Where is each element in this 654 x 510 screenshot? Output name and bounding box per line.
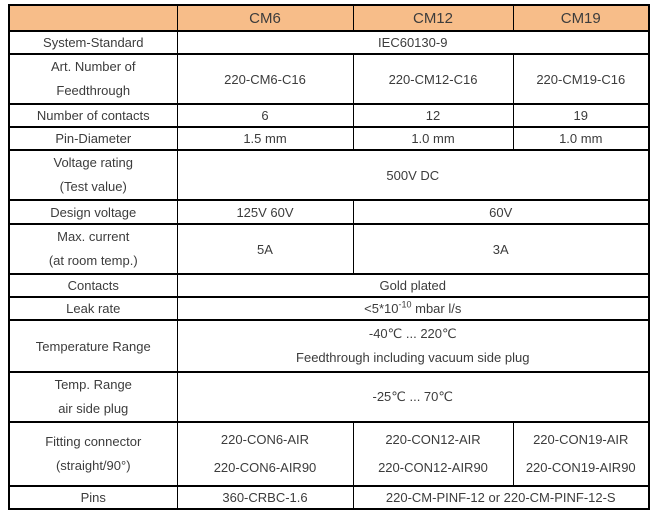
row-system-standard xyxy=(9,31,649,54)
fitting-connector-cm19-line1: 220-CON19-AIR xyxy=(533,432,629,447)
row-contacts xyxy=(9,274,649,297)
max-current-label-line1: Max. current xyxy=(57,229,130,244)
fitting-connector-cm19 xyxy=(513,422,649,486)
leak-rate-value xyxy=(177,297,649,320)
design-voltage-cm12-cm19: 60V xyxy=(353,200,649,224)
design-voltage-cm6: 125V 60V xyxy=(177,200,353,224)
fitting-connector-cm6 xyxy=(177,422,353,486)
fitting-connector-label-line2: (straight/90°) xyxy=(55,458,131,473)
fitting-connector-label xyxy=(9,422,177,486)
row-voltage-rating xyxy=(9,150,649,200)
header-row xyxy=(9,5,649,31)
max-current-label xyxy=(9,224,177,274)
art-number-label-line2: Feedthrough xyxy=(56,83,131,98)
fitting-connector-cm6-line1: 220-CON6-AIR xyxy=(220,432,310,447)
system-standard-label: System-Standard xyxy=(9,31,177,54)
pins-cm6: 360-CRBC-1.6 xyxy=(177,486,353,509)
row-temperature-range xyxy=(9,320,649,372)
design-voltage-label: Design voltage xyxy=(9,200,177,224)
number-of-contacts-label: Number of contacts xyxy=(9,104,177,127)
art-number-cm6: 220-CM6-C16 xyxy=(177,54,353,104)
spec-table xyxy=(8,4,650,510)
temperature-range-label: Temperature Range xyxy=(9,320,177,372)
row-pins xyxy=(9,486,649,509)
art-number-cm19: 220-CM19-C16 xyxy=(513,54,649,104)
pins-cm12-cm19: 220-CM-PINF-12 or 220-CM-PINF-12-S xyxy=(353,486,649,509)
pins-label: Pins xyxy=(9,486,177,509)
fitting-connector-label-line1: Fitting connector xyxy=(45,434,142,449)
temp-range-air-label-line2: air side plug xyxy=(58,401,129,416)
temp-range-air-label-line1: Temp. Range xyxy=(54,377,132,392)
header-cell-cm6: CM6 xyxy=(177,5,353,31)
leak-rate-value-exponent: -10 xyxy=(398,299,412,310)
row-design-voltage xyxy=(9,200,649,224)
temp-range-air-label xyxy=(9,372,177,422)
temperature-range-value xyxy=(177,320,649,372)
pin-diameter-label: Pin-Diameter xyxy=(9,127,177,150)
art-number-label xyxy=(9,54,177,104)
max-current-label-line2: (at room temp.) xyxy=(48,253,138,268)
fitting-connector-cm12-line1: 220-CON12-AIR xyxy=(385,432,481,447)
pin-diameter-cm19: 1.0 mm xyxy=(513,127,649,150)
row-art-number xyxy=(9,54,649,104)
art-number-cm12: 220-CM12-C16 xyxy=(353,54,513,104)
voltage-rating-label-line1: Voltage rating xyxy=(53,155,133,170)
max-current-cm12-cm19: 3A xyxy=(353,224,649,274)
pin-diameter-cm6: 1.5 mm xyxy=(177,127,353,150)
leak-rate-value-suffix: mbar l/s xyxy=(411,301,462,316)
number-of-contacts-cm19: 19 xyxy=(513,104,649,127)
fitting-connector-cm19-line2: 220-CON19-AIR90 xyxy=(525,460,636,475)
number-of-contacts-cm6: 6 xyxy=(177,104,353,127)
header-cell-cm19: CM19 xyxy=(513,5,649,31)
header-corner-cell xyxy=(9,5,177,31)
row-max-current xyxy=(9,224,649,274)
temperature-range-value-line1: -40℃ ... 220℃ xyxy=(368,326,457,341)
row-number-of-contacts xyxy=(9,104,649,127)
leak-rate-label: Leak rate xyxy=(9,297,177,320)
temp-range-air-value: -25℃ ... 70℃ xyxy=(177,372,649,422)
fitting-connector-cm12 xyxy=(353,422,513,486)
leak-rate-value-prefix: <5*10 xyxy=(364,301,399,316)
number-of-contacts-cm12: 12 xyxy=(353,104,513,127)
max-current-cm6: 5A xyxy=(177,224,353,274)
voltage-rating-value: 500V DC xyxy=(177,150,649,200)
contacts-value: Gold plated xyxy=(177,274,649,297)
header-cell-cm12: CM12 xyxy=(353,5,513,31)
row-fitting-connector xyxy=(9,422,649,486)
temperature-range-value-line2: Feedthrough including vacuum side plug xyxy=(296,350,530,365)
row-pin-diameter xyxy=(9,127,649,150)
voltage-rating-label xyxy=(9,150,177,200)
fitting-connector-cm12-line2: 220-CON12-AIR90 xyxy=(378,460,488,475)
row-temp-range-air xyxy=(9,372,649,422)
system-standard-value: IEC60130-9 xyxy=(177,31,649,54)
row-leak-rate xyxy=(9,297,649,320)
fitting-connector-cm6-line2: 220-CON6-AIR90 xyxy=(213,460,317,475)
art-number-label-line1: Art. Number of xyxy=(50,59,136,74)
voltage-rating-label-line2: (Test value) xyxy=(59,179,127,194)
contacts-label: Contacts xyxy=(9,274,177,297)
pin-diameter-cm12: 1.0 mm xyxy=(353,127,513,150)
